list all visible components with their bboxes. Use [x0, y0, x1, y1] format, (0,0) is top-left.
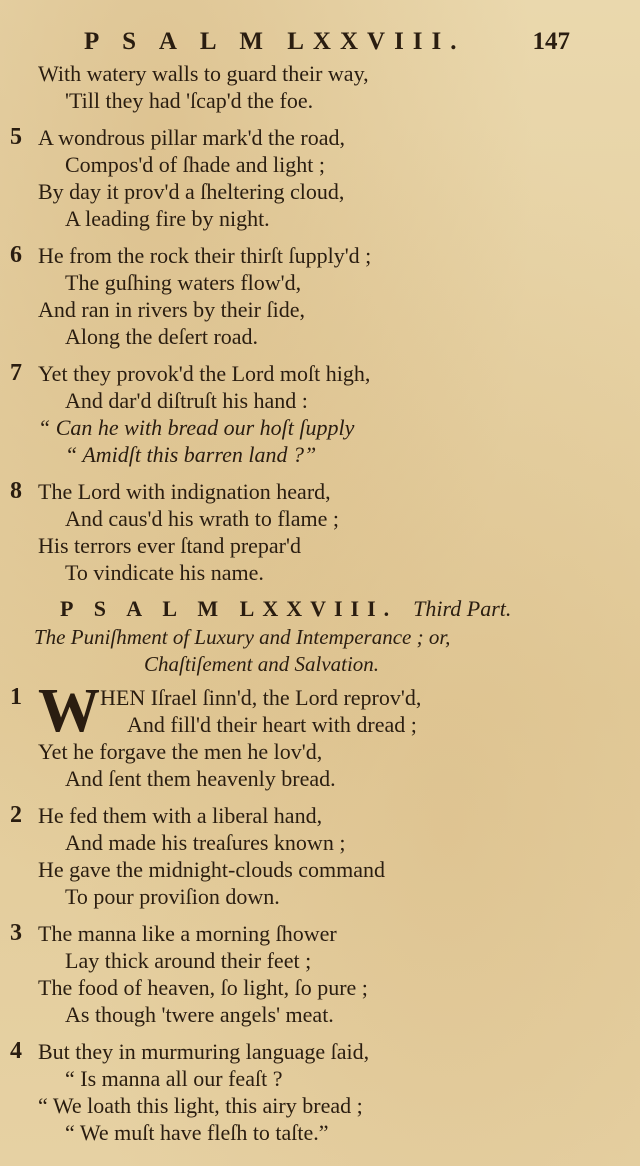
verse-line: By day it prov'd a ſheltering cloud,	[38, 179, 345, 204]
verse-line: 'Till they had 'ſcap'd the foe.	[65, 88, 314, 113]
verse-line: The food of heaven, ſo light, ſo pure ;	[38, 975, 368, 1000]
running-title: P S A L M LXXVIII.	[84, 28, 466, 55]
stanza-continued	[0, 60, 640, 114]
stanza-3	[0, 920, 640, 1028]
verse-line-quoted: “ Amidſt this barren land ?”	[65, 442, 317, 467]
page-content	[0, 60, 640, 1156]
verse-line: And ran in rivers by their ſide,	[38, 297, 305, 322]
stanza-4	[0, 1038, 640, 1146]
stanza-number: 4	[10, 1038, 22, 1064]
verse-line: But they in murmuring language ſaid,	[38, 1039, 370, 1064]
stanza-number: 2	[10, 802, 22, 828]
section-subtitle: The Puniſhment of Luxury and Intemperance ; or,	[34, 625, 451, 649]
verse-line: A leading fire by night.	[65, 206, 270, 231]
section-part-label: Third Part.	[413, 596, 512, 621]
stanza-8	[0, 478, 640, 586]
verse-line: And fill'd their heart with dread ;	[127, 712, 417, 737]
verse-line: He fed them with a liberal hand,	[38, 803, 323, 828]
verse-line: Yet they provok'd the Lord moſt high,	[38, 361, 371, 386]
page-number: 147	[532, 28, 570, 55]
verse-line: “ We muſt have fleſh to taſte.”	[65, 1120, 329, 1145]
verse-line: “ We loath this light, this airy bread ;	[38, 1093, 363, 1118]
stanza-number: 7	[10, 360, 22, 386]
stanza-number: 3	[10, 920, 22, 946]
stanza-number: 6	[10, 242, 22, 268]
verse-line: The manna like a morning ſhower	[38, 921, 337, 946]
stanza-number: 8	[10, 478, 22, 504]
stanza-6	[0, 242, 640, 350]
verse-line: Lay thick around their feet ;	[65, 948, 312, 973]
verse-line: To vindicate his name.	[65, 560, 264, 585]
verse-line: HEN Iſrael ſinn'd, the Lord reprov'd,	[100, 685, 422, 710]
verse-line: The guſhing waters flow'd,	[65, 270, 302, 295]
stanza-7	[0, 360, 640, 468]
verse-line: As though 'twere angels' meat.	[65, 1002, 334, 1027]
stanza-5	[0, 124, 640, 232]
verse-line-quoted: “ Can he with bread our hoſt ſupply	[38, 415, 355, 440]
stanza-2	[0, 802, 640, 910]
verse-line: Along the deſert road.	[65, 324, 259, 349]
verse-line: And dar'd diſtruſt his hand :	[65, 388, 308, 413]
verse-line: And caus'd his wrath to flame ;	[65, 506, 340, 531]
drop-cap: W	[38, 677, 100, 745]
verse-line: With watery walls to guard their way,	[38, 61, 369, 86]
verse-line: To pour proviſion down.	[65, 884, 280, 909]
verse-line: “ Is manna all our feaſt ?	[65, 1066, 283, 1091]
verse-line: A wondrous pillar mark'd the road,	[38, 125, 346, 150]
section-subtitle-alt: Chaſtiſement and Salvation.	[144, 652, 380, 676]
stanza-number: 1	[10, 684, 22, 710]
verse-line: Yet he forgave the men he lov'd,	[38, 739, 323, 764]
verse-line: Compos'd of ſhade and light ;	[65, 152, 325, 177]
page-header	[80, 28, 620, 62]
verse-line: He from the rock their thirſt ſupply'd ;	[38, 243, 372, 268]
verse-line: His terrors ever ſtand prepar'd	[38, 533, 301, 558]
verse-line: And made his treaſures known ;	[65, 830, 346, 855]
stanza-1	[0, 677, 640, 792]
verse-line: The Lord with indignation heard,	[38, 479, 331, 504]
verse-line: And ſent them heavenly bread.	[65, 766, 336, 791]
verse-line: He gave the midnight-clouds command	[38, 857, 386, 882]
stanza-number: 5	[10, 124, 22, 150]
section-heading	[0, 596, 640, 624]
section-title: P S A L M LXXVIII.	[60, 596, 398, 621]
